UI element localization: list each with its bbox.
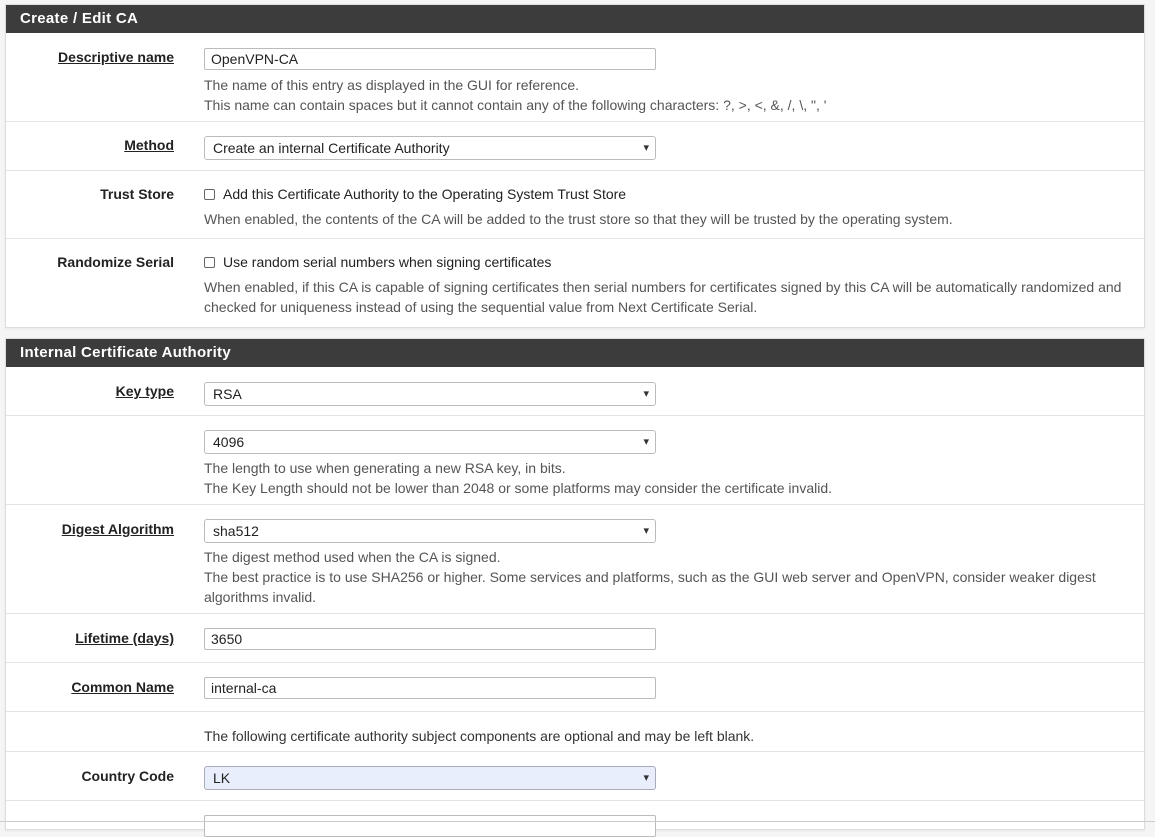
subject-note: The following certificate authority subject components are optional and may be left blank.: [204, 728, 755, 744]
descriptive-name-label: Descriptive name: [58, 49, 174, 65]
randomize-serial-checkbox[interactable]: Use random serial numbers when signing certificates: [204, 252, 1130, 272]
key-type-label: Key type: [115, 383, 174, 399]
internal-ca-panel: [5, 338, 1145, 830]
checkbox-box[interactable]: [204, 189, 215, 200]
trust-store-help: When enabled, the contents of the CA will be added to the trust store so that they will be trusted by the operating system.: [204, 211, 953, 227]
descriptive-name-input[interactable]: OpenVPN-CA: [204, 48, 656, 70]
chevron-down-icon: ▾: [643, 388, 649, 400]
digest-select[interactable]: sha512 ▾: [204, 519, 656, 543]
method-row: [6, 122, 1144, 171]
partial-input[interactable]: [204, 815, 656, 837]
trust-store-label: Trust Store: [100, 186, 174, 202]
lifetime-input[interactable]: 3650: [204, 628, 656, 650]
digest-row: [6, 505, 1144, 614]
chevron-down-icon: ▾: [643, 436, 649, 448]
method-select[interactable]: Create an internal Certificate Authority ▾: [204, 136, 656, 160]
digest-help: The digest method used when the CA is signed. The best practice is to use SHA256 or higher. Some services and platforms, such as the GUI web server and OpenVPN, consider weaker digest algorithms invalid.: [204, 549, 1096, 605]
randomize-serial-label: Randomize Serial: [57, 254, 174, 270]
next-row-partial: [6, 801, 1144, 831]
digest-label: Digest Algorithm: [61, 521, 174, 537]
lifetime-label: Lifetime (days): [75, 630, 174, 646]
key-type-select[interactable]: RSA ▾: [204, 382, 656, 406]
randomize-serial-row: [6, 239, 1144, 327]
checkbox-box[interactable]: [204, 257, 215, 268]
chevron-down-icon: ▾: [643, 142, 649, 154]
create-edit-ca-panel: [5, 4, 1145, 328]
country-code-select[interactable]: LK ▾: [204, 766, 656, 790]
key-length-row: [6, 416, 1144, 505]
descriptive-name-row: [6, 33, 1144, 122]
key-length-help: The length to use when generating a new RSA key, in bits. The Key Length should not be lower than 2048 or some platforms may consider the certificate invalid.: [204, 460, 833, 496]
descriptive-name-help: The name of this entry as displayed in the GUI for reference. This name can contain spaces but it cannot contain any of the following characters: ?, >, <, &, /, \, ", ': [204, 77, 827, 113]
lifetime-row: [6, 614, 1144, 663]
randomize-serial-help: When enabled, if this CA is capable of signing certificates then serial numbers for certificates signed by this CA will be automatically randomized and checked for uniqueness instead of using the sequential value from Next Certificate Serial.: [204, 279, 1122, 315]
country-code-label: Country Code: [81, 768, 174, 784]
common-name-row: [6, 663, 1144, 712]
key-type-row: [6, 367, 1144, 416]
subject-note-row: [6, 712, 1144, 752]
chevron-down-icon: ▾: [643, 772, 649, 784]
chevron-down-icon: ▾: [643, 525, 649, 537]
key-length-select[interactable]: 4096 ▾: [204, 430, 656, 454]
common-name-label: Common Name: [71, 679, 174, 695]
panel-title: Create / Edit CA: [6, 5, 1144, 33]
trust-store-row: [6, 171, 1144, 239]
method-label: Method: [124, 137, 174, 153]
country-code-row: [6, 752, 1144, 801]
divider: [0, 821, 1155, 822]
panel-title: Internal Certificate Authority: [6, 339, 1144, 367]
trust-store-checkbox[interactable]: Add this Certificate Authority to the Operating System Trust Store: [204, 184, 1130, 204]
common-name-input[interactable]: internal-ca: [204, 677, 656, 699]
